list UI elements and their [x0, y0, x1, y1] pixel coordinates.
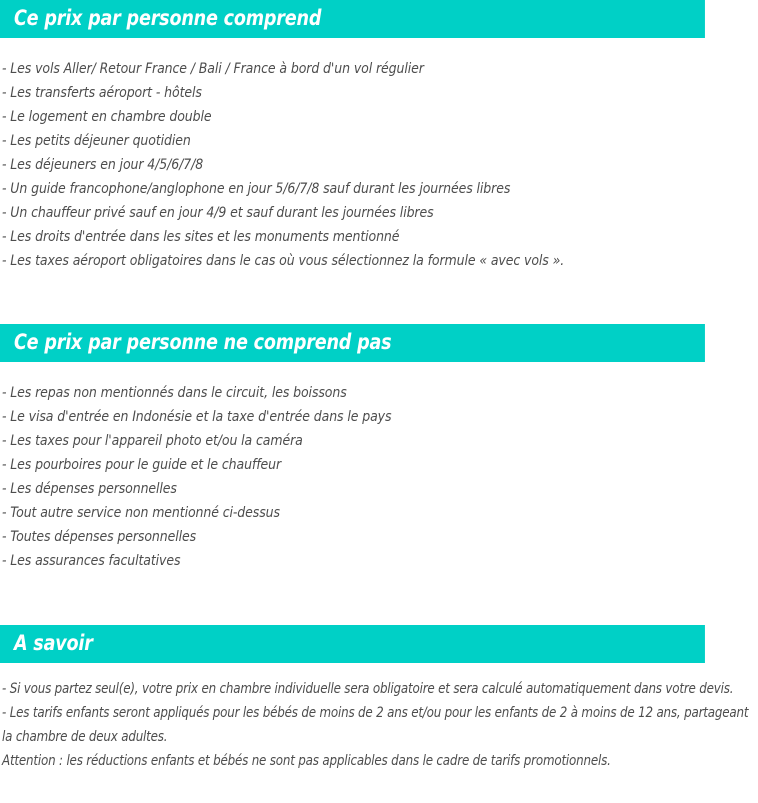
spacer-after-included-list — [0, 273, 758, 324]
list-item: - Le visa d'entrée en Indonésie et la taxe d'entrée dans le pays — [2, 409, 392, 425]
list-item: - Le logement en chambre double — [2, 109, 212, 125]
note-paragraph: - Les tarifs enfants seront appliqués pour les bébés de moins de 2 ans et/ou pour les enfants de 2 à moins de 12 ans, partageant la chambre de deux adultes. — [2, 705, 749, 745]
spacer-after-included-heading — [0, 38, 758, 57]
list-item: - Les taxes aéroport obligatoires dans le cas où vous sélectionnez la formule « avec vols ». — [2, 253, 565, 269]
list-item: - Les déjeuners en jour 4/5/6/7/8 — [2, 157, 204, 173]
list-item: - Les pourboires pour le guide et le chauffeur — [2, 457, 282, 473]
list-item: - Les petits déjeuner quotidien — [2, 133, 191, 149]
list-item: - Les dépenses personnelles — [2, 481, 177, 497]
included-list — [0, 57, 758, 273]
list-item: - Les taxes pour l'appareil photo et/ou la caméra — [2, 433, 303, 449]
not-included-list — [0, 381, 758, 573]
section-heading-included-label: Ce prix par personne comprend — [13, 6, 322, 30]
list-item: - Toutes dépenses personnelles — [2, 529, 197, 545]
section-heading-good-to-know — [0, 625, 705, 663]
good-to-know-notes — [0, 677, 758, 773]
list-item: - Les droits d'entrée dans les sites et les monuments mentionné — [2, 229, 400, 245]
note-paragraph: Attention : les réductions enfants et bébés ne sont pas applicables dans le cadre de tarifs promotionnels. — [2, 753, 611, 769]
section-heading-included — [0, 0, 705, 38]
list-item: - Les vols Aller/ Retour France / Bali / France à bord d'un vol régulier — [2, 61, 424, 77]
spacer-after-not-included-list — [0, 573, 758, 625]
list-item: - Les assurances facultatives — [2, 553, 181, 569]
section-heading-good-to-know-label: A savoir — [13, 631, 93, 655]
list-item: - Les transferts aéroport - hôtels — [2, 85, 202, 101]
note-paragraph: - Si vous partez seul(e), votre prix en chambre individuelle sera obligatoire et sera calculé automatiquement dans votre devis. — [2, 681, 734, 697]
list-item: - Un guide francophone/anglophone en jour 5/6/7/8 sauf durant les journées libres — [2, 181, 511, 197]
list-item: - Tout autre service non mentionné ci-dessus — [2, 505, 280, 521]
spacer-after-not-included-heading — [0, 362, 758, 381]
list-item: - Les repas non mentionnés dans le circuit, les boissons — [2, 385, 347, 401]
list-item: - Un chauffeur privé sauf en jour 4/9 et sauf durant les journées libres — [2, 205, 434, 221]
section-heading-not-included-label: Ce prix par personne ne comprend pas — [13, 330, 392, 354]
spacer-after-good-to-know-heading — [0, 663, 758, 677]
section-heading-not-included — [0, 324, 705, 362]
